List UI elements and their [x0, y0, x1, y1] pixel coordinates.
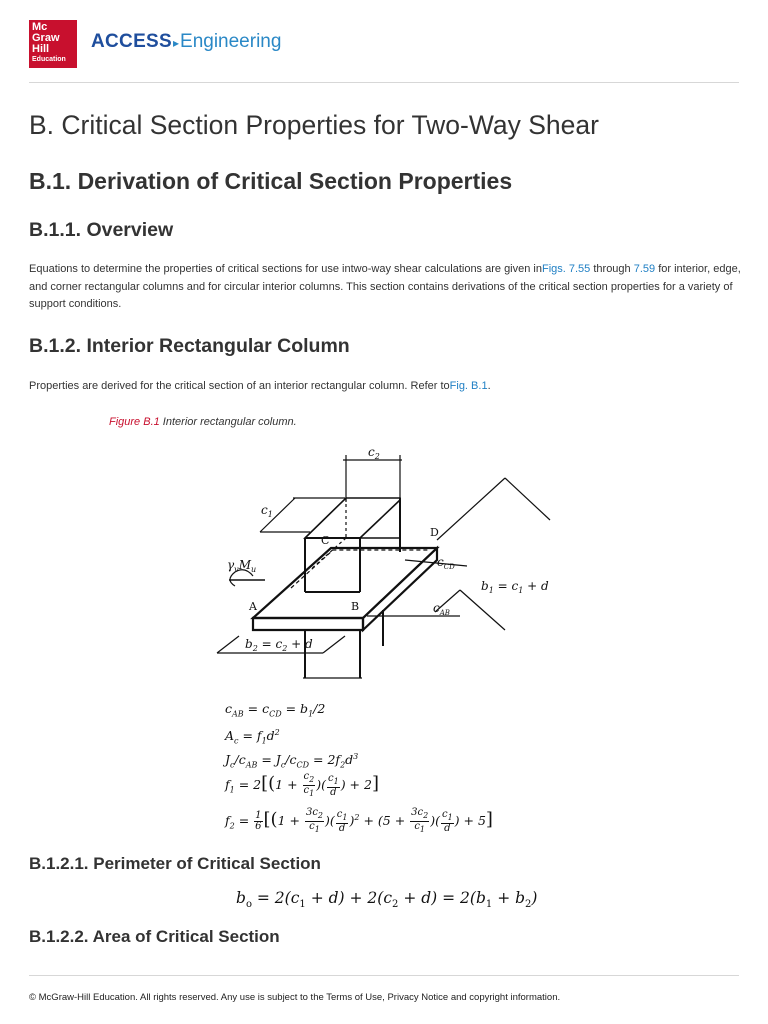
label-point-c: C	[321, 534, 330, 547]
equation-4: $f_1 = 2[(1$ + $\frac{c_2}{c_1}$ )( $\frac{c_1}{d}$ ) + 2]	[225, 771, 379, 798]
label-b2: $b_2 = c_2 + d$	[245, 637, 313, 653]
overview-text-2: through	[590, 263, 634, 275]
interior-text-2: .	[487, 380, 491, 392]
overview-text-3: for interior, edge, and corner rectangular columns and for circular interior columns. This section contains derivations of the critical section properties for a variety of support conditions.	[29, 263, 741, 310]
label-cab: $c_{AB}$	[433, 601, 450, 617]
section-heading-b121: B.1.2.1. Perimeter of Critical Section	[29, 854, 321, 873]
access-engineering-logo[interactable]	[91, 30, 281, 55]
dim-ext-b1-top	[437, 478, 505, 540]
label-ccd: $c_{CD}$	[437, 555, 455, 571]
figure-caption	[109, 415, 297, 430]
label-c2: $c_2$	[368, 445, 380, 461]
column-side-top	[360, 500, 400, 538]
equation-5: $f_2$ = $\frac{1}{6}$ [(1 + $\frac{3c_2}{c_1}$ )( $\frac{c_1}{d}$ )$^2$ + (5 + $\frac{3c_2}{c_1}$ )( $\frac{c_1}{d}$ ) + 5]	[225, 807, 493, 835]
dim-line-b1-lower	[460, 590, 505, 630]
label-b1: $b_1 = c_1 + d$	[481, 579, 549, 595]
link-fig-b1[interactable]: Fig. B.1	[449, 380, 488, 392]
logo-line-3: Hill	[32, 43, 50, 55]
slab-top	[253, 548, 437, 618]
dim-ext-b2-left	[217, 636, 239, 653]
equation-3: $J_c/c_{AB} = J_c/c_{CD} = 2f_2d^3$	[225, 752, 359, 770]
figure-label: Figure B.1	[109, 416, 160, 428]
slab-side-face	[363, 548, 437, 630]
logo-line-1: Mc	[32, 21, 48, 33]
mcgraw-hill-logo[interactable]	[29, 20, 77, 68]
footer-divider	[29, 975, 739, 976]
section-heading-b122: B.1.2.2. Area of Critical Section	[29, 927, 280, 946]
label-point-b: B	[351, 600, 360, 613]
brand-engineering: Engineering	[180, 31, 282, 52]
figure-b1-diagram	[205, 440, 575, 690]
interior-text-1: Properties are derived for the critical section of an interior rectangular column. Refer to	[29, 380, 450, 392]
figure-caption-text: Interior rectangular column.	[159, 416, 297, 428]
section-heading-b12: B.1.2. Interior Rectangular Column	[29, 335, 350, 357]
perimeter-formula: $b_o = 2(c_1 + d) + 2(c_2 + d) = 2(b_1 + b_2)$	[236, 889, 538, 911]
equation-2: $A_c = f_1d^2$	[225, 728, 280, 746]
logo-line-4: Education	[32, 56, 66, 63]
section-heading-b11: B.1.1. Overview	[29, 219, 174, 241]
slab-front-face	[253, 618, 363, 630]
header-divider	[29, 82, 739, 83]
link-figs-7-55[interactable]: Figs. 7.55	[541, 263, 591, 275]
dim-line-b1-upper	[505, 478, 550, 520]
brand-access: ACCESS	[91, 31, 172, 52]
column-top	[305, 498, 400, 538]
dim-ext-b2-right	[323, 636, 345, 653]
label-c1: $c_1$	[261, 503, 273, 519]
page-title: B. Critical Section Properties for Two-Way Shear	[29, 110, 599, 140]
label-point-a: A	[249, 600, 257, 613]
section-heading-b1: B.1. Derivation of Critical Section Properties	[29, 168, 513, 194]
overview-paragraph	[29, 261, 741, 314]
equation-1: $c_{AB} = c_{CD} = b_1/2$	[225, 701, 326, 719]
overview-text-1: Equations to determine the properties of critical sections for use intwo-way shear calculations are given in	[29, 263, 542, 275]
column-diagram-svg	[205, 440, 575, 690]
interior-paragraph	[29, 378, 741, 396]
link-7-59[interactable]: 7.59	[633, 263, 656, 275]
logo-line-2: Graw	[32, 32, 60, 44]
label-moment: $\gamma_vM_u$	[227, 558, 257, 574]
brand-arrow-icon: ▸	[172, 36, 180, 50]
footer-copyright: © McGraw-Hill Education. All rights reserved. Any use is subject to the Terms of Use, Privacy Notice and copyright information.	[29, 992, 561, 1003]
label-point-d: D	[430, 526, 439, 539]
equation-block	[225, 697, 493, 837]
